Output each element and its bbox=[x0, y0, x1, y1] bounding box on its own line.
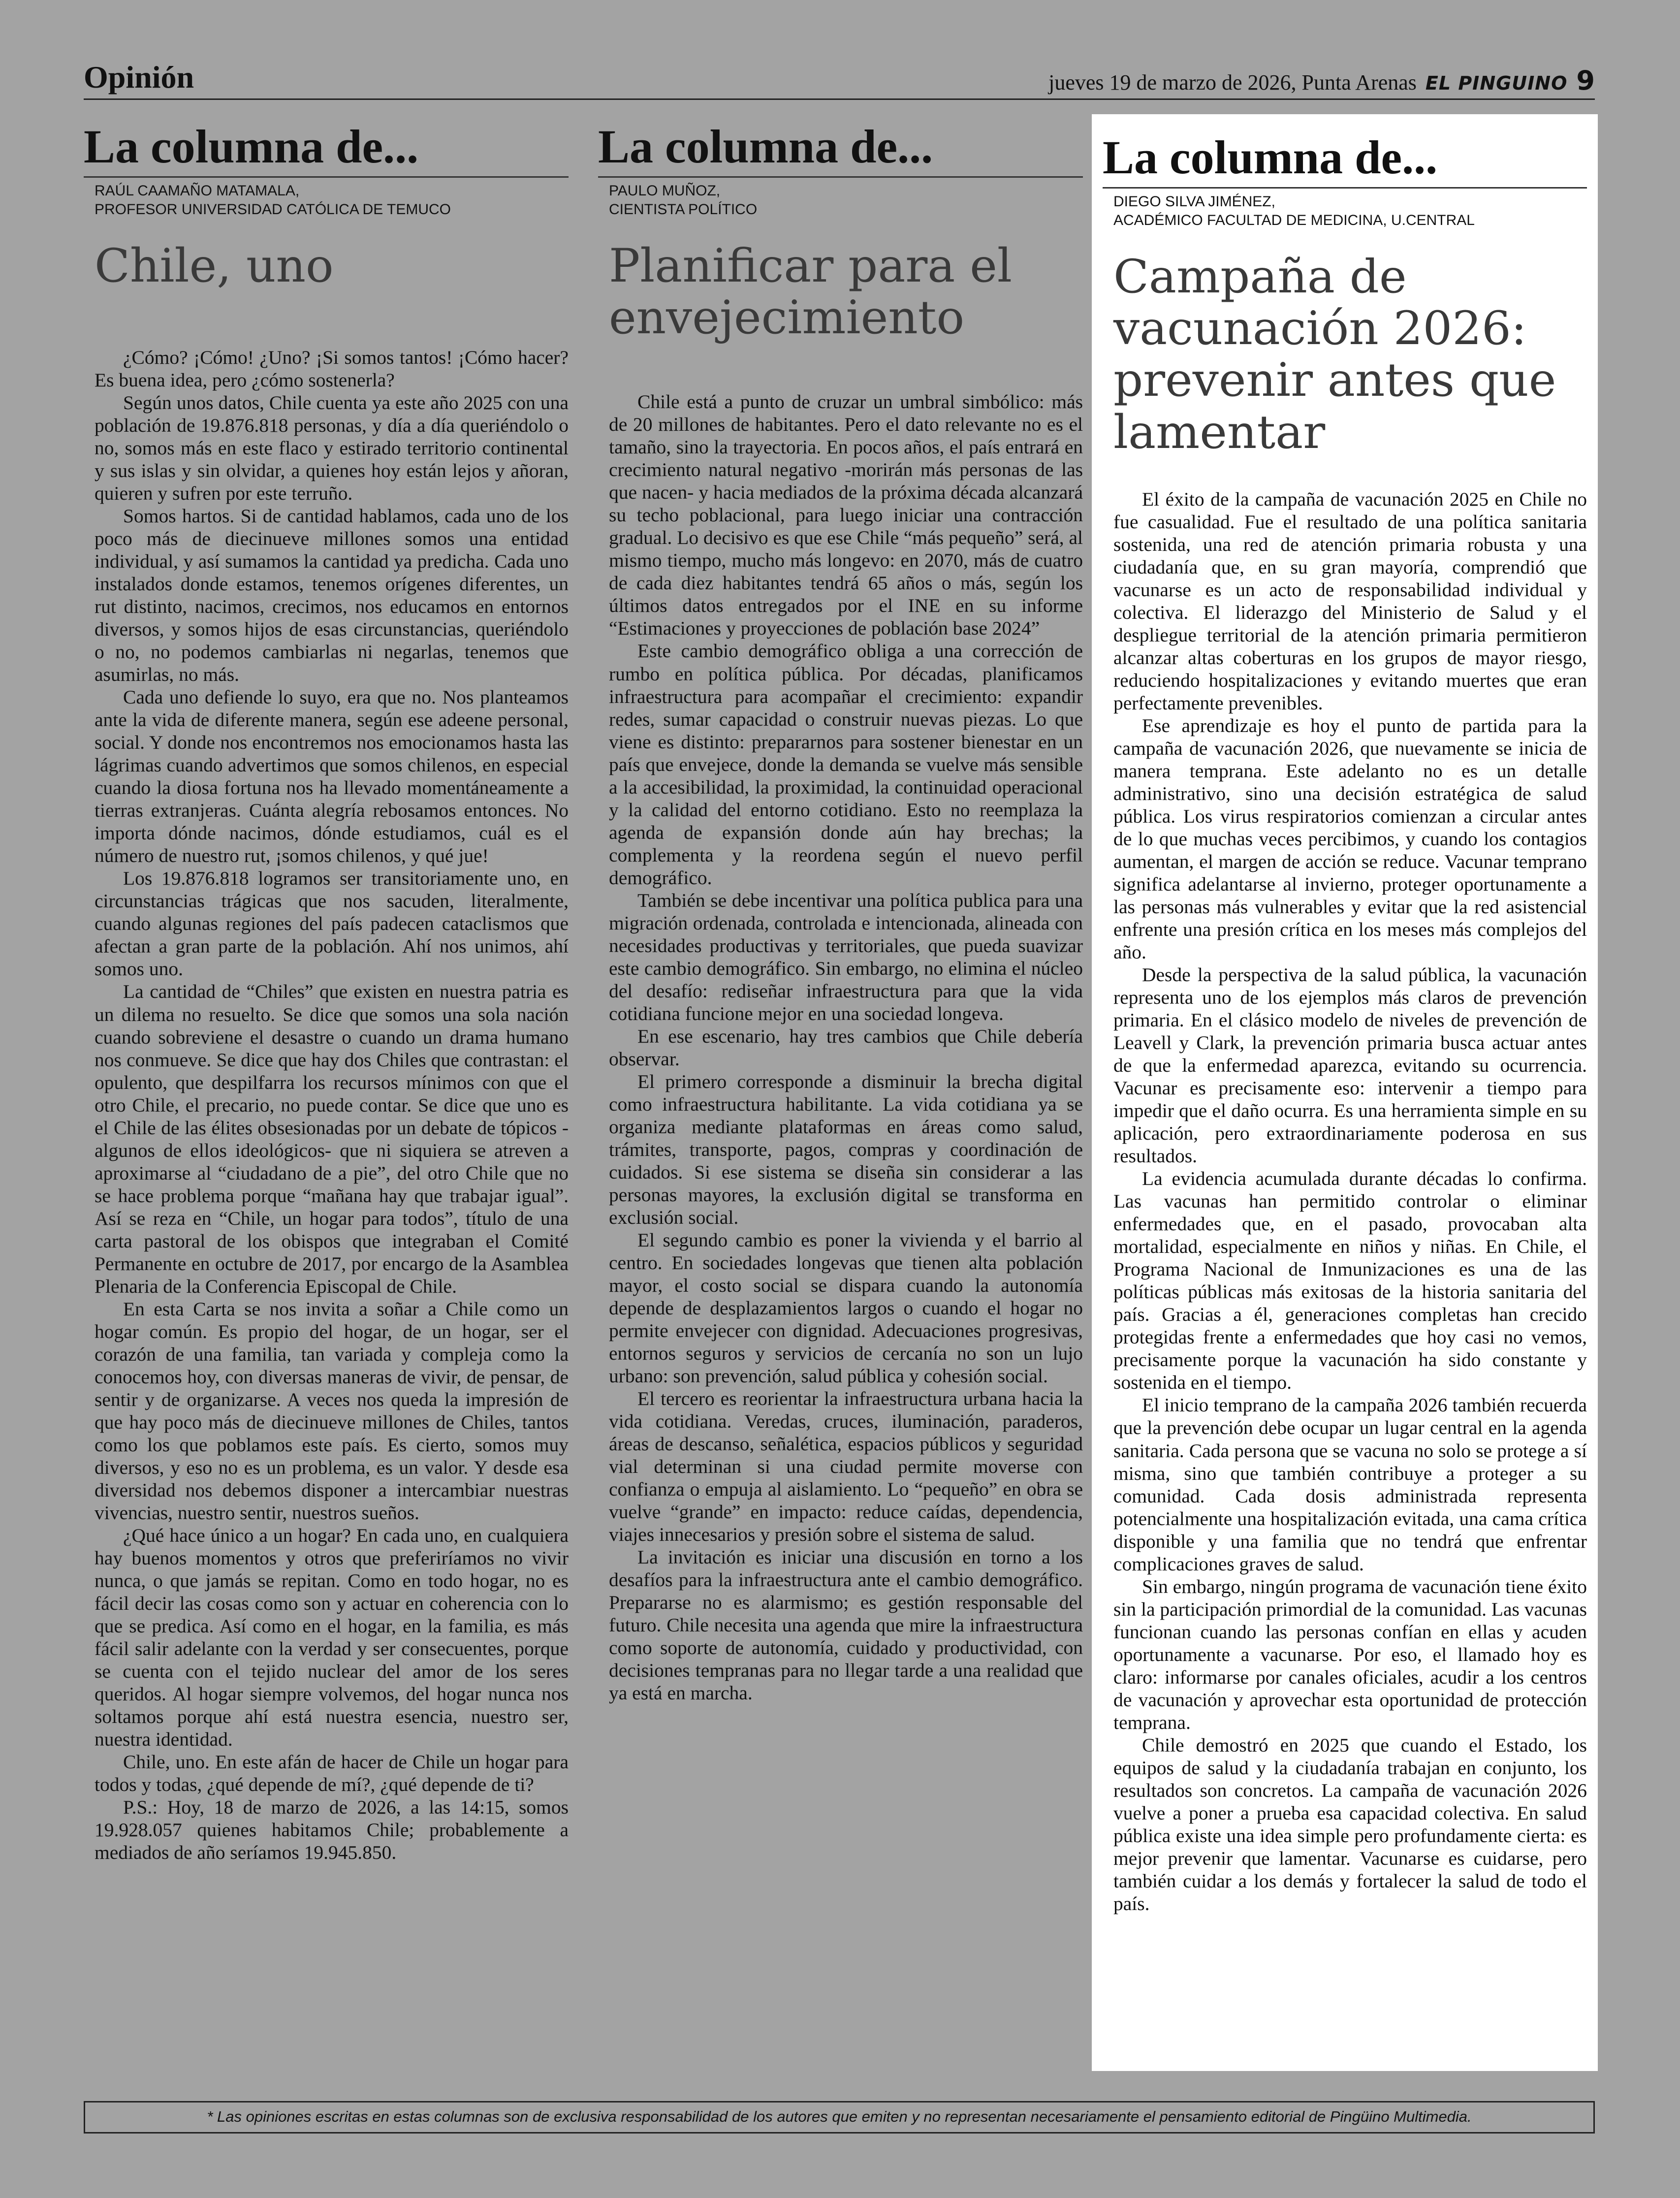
author-name: DIEGO SILVA JIMÉNEZ, bbox=[1113, 193, 1275, 210]
header-info bbox=[1048, 65, 1595, 96]
paragraph: Ese aprendizaje es hoy el punto de partida para la campaña de vacunación 2026, que nuevamente se inicia de manera temprana. Este adelanto no es un detalle administrativo, sino una decisión estratégica de salud pública. Los virus respiratorios comienzan a circular antes de lo que muchas veces percibimos, y cuando los contagios aumentan, el margen de acción se reduce. Vacunar temprano significa adelantarse al invierno, proteger oportunamente a las personas más vulnerables y evitar que la red asistencial enfrente una presión crítica en los meses más complejos del año. bbox=[1113, 715, 1587, 963]
article-body bbox=[609, 390, 1083, 1704]
article-body bbox=[1113, 488, 1587, 1915]
paragraph: Sin embargo, ningún programa de vacunación tiene éxito sin la participación primordial de la comunidad. Las vacunas funcionan cuando las personas confían en ellas y acuden oportunamente a vacunarse. Por eso, el llamado hoy es claro: informarse por canales oficiales, acudir a los centros de vacunación y aprovechar esta oportunidad de protección temprana. bbox=[1113, 1575, 1587, 1733]
paragraph: Desde la perspectiva de la salud pública, la vacunación representa uno de los ejemplos más claros de prevención primaria. En el clásico modelo de niveles de prevención de Leavell y Clark, la prevención primaria busca actuar antes de que la enfermedad aparezca, evitando su ocurrencia. Vacunar es precisamente eso: intervenir a tiempo para impedir que el daño ocurra. Es una herramienta simple en su aplicación, pero extraordinariamente poderosa en sus resultados. bbox=[1113, 964, 1587, 1167]
author-name: RAÚL CAAMAÑO MATAMALA, bbox=[95, 183, 300, 199]
paragraph: En esta Carta se nos invita a soñar a Chile como un hogar común. Es propio del hogar, de un hogar, ser el corazón de una familia, tan variada y compleja como la conocemos hoy, con diversas maneras de vivir, de pensar, de sentir y de organizarse. A veces nos queda la impresión de que hay poco más de diecinueve millones de Chiles, tantos como los que poblamos este país. Es cierto, somos muy diversos, y eso no es un problema, es un valor. Y desde esa diversidad nos debemos disponer a intercambiar nuestras vivencias, nuestro sentir, nuestros sueños. bbox=[95, 1298, 569, 1524]
section-label: Opinión bbox=[84, 60, 194, 95]
dateline: jueves 19 de marzo de 2026, Punta Arenas bbox=[1048, 70, 1417, 95]
opinion-column-3 bbox=[1092, 114, 1598, 2071]
article-headline: Chile, uno bbox=[95, 239, 334, 293]
paragraph: El tercero es reorientar la infraestructura urbana hacia la vida cotidiana. Veredas, cruces, iluminación, paraderos, áreas de descanso, señalética, espacios públicos y seguridad vial determinan si una ciudad permite moverse con confianza o empuja al aislamiento. Lo “pequeño” en obra se vuelve “grande” en impacto: reduce caídas, dependencia, viajes innecesarios y presión sobre el sistema de salud. bbox=[609, 1388, 1083, 1546]
column-kicker: La columna de... bbox=[1103, 134, 1587, 189]
paragraph: P.S.: Hoy, 18 de marzo de 2026, a las 14:15, somos 19.928.057 quienes habitamos Chile; probablemente a mediados de año seríamos 19.945.850. bbox=[95, 1796, 569, 1864]
paragraph: El éxito de la campaña de vacunación 2025 en Chile no fue casualidad. Fue el resultado de una política sanitaria sostenida, una red de atención primaria robusta y una ciudadanía que, en su gran mayoría, comprendió que vacunarse es un acto de responsabilidad individual y colectiva. El liderazgo del Ministerio de Salud y el despliegue territorial de la atención primaria permitieron alcanzar altas coberturas en los grupos de mayor riesgo, reduciendo hospitalizaciones y evitando muertes que eran perfectamente prevenibles. bbox=[1113, 488, 1587, 714]
footer-disclaimer: * Las opiniones escritas en estas columnas son de exclusiva responsabilidad de los autores que emiten y no representan necesariamente el pensamiento editorial de Pingüino Multimedia. bbox=[84, 2101, 1595, 2134]
paragraph: La invitación es iniciar una discusión en torno a los desafíos para la infraestructura ante el cambio demográfico. Prepararse no es alarmismo; es gestión responsable del futuro. Chile necesita una agenda que mire la infraestructura como soporte de autonomía, cuidado y productividad, con decisiones tempranas para no llegar tarde a una realidad que ya está en marcha. bbox=[609, 1546, 1083, 1704]
paragraph: Somos hartos. Si de cantidad hablamos, cada uno de los poco más de diecinueve millones somos una entidad individual, y así sumamos la cantidad ya predicha. Cada uno instalados donde estamos, tenemos orígenes diferentes, un rut distinto, nacimos, crecimos, nos educamos en entornos diversos, y somos hijos de esas circunstancias, queriéndolo o no, no podemos cambiarlas ni negarlas, tenemos que asumirlas, no más. bbox=[95, 505, 569, 686]
paragraph: Según unos datos, Chile cuenta ya este año 2025 con una población de 19.876.818 personas, y día a día queriéndolo o no, somos más en este flaco y estirado territorio continental y sus islas y sin olvidar, a quienes hoy están lejos y añoran, quieren y sufren por este terruño. bbox=[95, 392, 569, 505]
article-body bbox=[95, 346, 569, 1864]
page-header bbox=[84, 59, 1595, 100]
opinion-column-1 bbox=[84, 120, 569, 1864]
paragraph: ¿Cómo? ¡Cómo! ¿Uno? ¡Si somos tantos! ¡Cómo hacer? Es buena idea, pero ¿cómo sostenerla? bbox=[95, 347, 569, 391]
column-kicker: La columna de... bbox=[84, 123, 569, 178]
article-headline: Campaña de vacunación 2026: prevenir antes que lamentar bbox=[1113, 250, 1556, 459]
author-role: PROFESOR UNIVERSIDAD CATÓLICA DE TEMUCO bbox=[95, 201, 451, 218]
paragraph: Este cambio demográfico obliga a una corrección de rumbo en política pública. Por décadas, planificamos infraestructura para acompañar el crecimiento: expandir redes, sumar capacidad o construir nuevas piezas. Lo que viene es distinto: prepararnos para sostener bienestar en un país que envejece, donde la demanda se vuelve más sensible a la accesibilidad, la proximidad, la continuidad operacional y la calidad del entorno cotidiano. Esto no reemplaza la agenda de expansión donde aún hay brechas; la complementa y la reordena según el nuevo perfil demográfico. bbox=[609, 640, 1083, 889]
paragraph: En ese escenario, hay tres cambios que Chile debería observar. bbox=[609, 1025, 1083, 1070]
paragraph: El inicio temprano de la campaña 2026 también recuerda que la prevención debe ocupar un lugar central en la agenda sanitaria. Cada persona que se vacuna no solo se protege a sí misma, sino que también contribuye a proteger a su comunidad. Cada dosis administrada representa potencialmente una hospitalización evitada, una cama crítica disponible y una familia que no tendrá que enfrentar complicaciones graves de salud. bbox=[1113, 1394, 1587, 1575]
author-byline bbox=[1113, 192, 1587, 230]
author-byline bbox=[95, 182, 569, 220]
paragraph: La evidencia acumulada durante décadas lo confirma. Las vacunas han permitido controlar o eliminar enfermedades que, en el pasado, provocaban alta mortalidad, especialmente en niños y niñas. En Chile, el Programa Nacional de Inmunizaciones es una de las políticas públicas más exitosas de la historia sanitaria del país. Gracias a él, generaciones completas han crecido protegidas frente a enfermedades que hoy casi no vemos, precisamente porque la vacunación ha sido constante y sostenida en el tiempo. bbox=[1113, 1168, 1587, 1394]
page-number: 9 bbox=[1576, 65, 1595, 96]
paragraph: Chile demostró en 2025 que cuando el Estado, los equipos de salud y la ciudadanía trabajan en conjunto, los resultados son concretos. La campaña de vacunación 2026 vuelve a poner a prueba esa capacidad colectiva. En salud pública existe una idea simple pero profundamente cierta: es mejor prevenir que lamentar. Vacunarse es cuidarse, pero también cuidar a los demás y fortalecer la salud de todo el país. bbox=[1113, 1734, 1587, 1914]
author-role: CIENTISTA POLÍTICO bbox=[609, 201, 758, 218]
paragraph: La cantidad de “Chiles” que existen en nuestra patria es un dilema no resuelto. Se dice que somos una sola nación cuando sobreviene el desastre o cuando un drama humano nos conmueve. Se dice que hay dos Chiles que contrastan: el opulento, que despilfarra los recursos mínimos con que el otro Chile, el precario, no puede contar. Se dice que uno es el Chile de las élites obsesionadas por un debate de tópicos -algunos de ellos ideológicos- que ni siquiera se atreven a aproximarse al “ciudadano de a pie”, del otro Chile que no se hace problema porque “mañana hay que trabajar igual”. Así se reza en “Chile, un hogar para todos”, título de una carta pastoral de los obispos que integraban el Comité Permanente en octubre de 2017, por encargo de la Asamblea Plenaria de la Conferencia Episcopal de Chile. bbox=[95, 981, 569, 1297]
newspaper-logo: EL PINGUINO bbox=[1425, 72, 1568, 94]
author-name: PAULO MUÑOZ, bbox=[609, 183, 721, 199]
paragraph: El primero corresponde a disminuir la brecha digital como infraestructura habilitante. La vida cotidiana ya se organiza mediante plataformas en áreas como salud, trámites, transporte, pagos, compras y coordinación de cuidados. Si ese sistema se diseña sin considerar a las personas mayores, la exclusión digital se transforma en exclusión social. bbox=[609, 1070, 1083, 1228]
opinion-column-2 bbox=[598, 120, 1083, 1704]
paragraph: Chile está a punto de cruzar un umbral simbólico: más de 20 millones de habitantes. Pero el dato relevante no es el tamaño, sino la trayectoria. En pocos años, el país entrará en crecimiento natural negativo -morirán más personas de las que nacen- y hacia mediados de la próxima década alcanzará su techo poblacional, para luego iniciar una contracción gradual. Lo decisivo es que ese Chile “más pequeño” será, al mismo tiempo, mucho más longevo: en 2070, más de cuatro de cada diez habitantes tendrá 65 años o más, según los últimos datos entregados por el INE en su informe “Estimaciones y proyecciones de población base 2024” bbox=[609, 391, 1083, 639]
author-role: ACADÉMICO FACULTAD DE MEDICINA, U.CENTRAL bbox=[1113, 212, 1475, 229]
paragraph: Los 19.876.818 logramos ser transitoriamente uno, en circunstancias trágicas que nos sacuden, literalmente, cuando algunas regiones del país padecen cataclismos que afectan a gran parte de la población. Ahí nos unimos, ahí somos uno. bbox=[95, 867, 569, 980]
paragraph: Cada uno defiende lo suyo, era que no. Nos planteamos ante la vida de diferente manera, según ese adeene personal, social. Y donde nos encontremos nos emocionamos hasta las lágrimas cuando advertimos que somos chilenos, en especial cuando la diosa fortuna nos ha llevado momentáneamente a tierras extranjeras. Cuánta alegría rebosamos entonces. No importa dónde nacimos, dónde estudiamos, cuál es el número de nuestro rut, ¡somos chilenos, y qué jue! bbox=[95, 686, 569, 867]
paragraph: Chile, uno. En este afán de hacer de Chile un hogar para todos y todas, ¿qué depende de mí?, ¿qué depende de ti? bbox=[95, 1751, 569, 1796]
author-byline bbox=[609, 182, 1083, 220]
column-kicker: La columna de... bbox=[598, 123, 1083, 178]
article-headline: Planificar para el envejecimiento bbox=[609, 239, 1012, 345]
paragraph: También se debe incentivar una política publica para una migración ordenada, controlada e intencionada, alineada con necesidades productivas y territoriales, que pueda suavizar este cambio demográfico. Sin embargo, no elimina el núcleo del desafío: rediseñar infraestructura para que la vida cotidiana funcione mejor en una sociedad longeva. bbox=[609, 889, 1083, 1024]
paragraph: ¿Qué hace único a un hogar? En cada uno, en cualquiera hay buenos momentos y otros que preferiríamos no vivir nunca, o que jamás se repitan. Como en todo hogar, no es fácil decir las cosas como son y actuar en coherencia con lo que se predica. Así como en el hogar, en la familia, es más fácil salir adelante con la verdad y ser consecuentes, porque se cuenta con el tejido nuclear del amor de los seres queridos. Al hogar siempre volvemos, del hogar nunca nos soltamos porque ahí está nuestra esencia, nuestro ser, nuestra identidad. bbox=[95, 1524, 569, 1750]
paragraph: El segundo cambio es poner la vivienda y el barrio al centro. En sociedades longevas que tienen alta población mayor, el costo social se dispara cuando la autonomía depende de desplazamientos largos o cuando el hogar no permite envejecer con dignidad. Adecuaciones progresivas, entornos seguros y servicios de cercanía no son un lujo urbano: son prevención, salud pública y cohesión social. bbox=[609, 1229, 1083, 1387]
